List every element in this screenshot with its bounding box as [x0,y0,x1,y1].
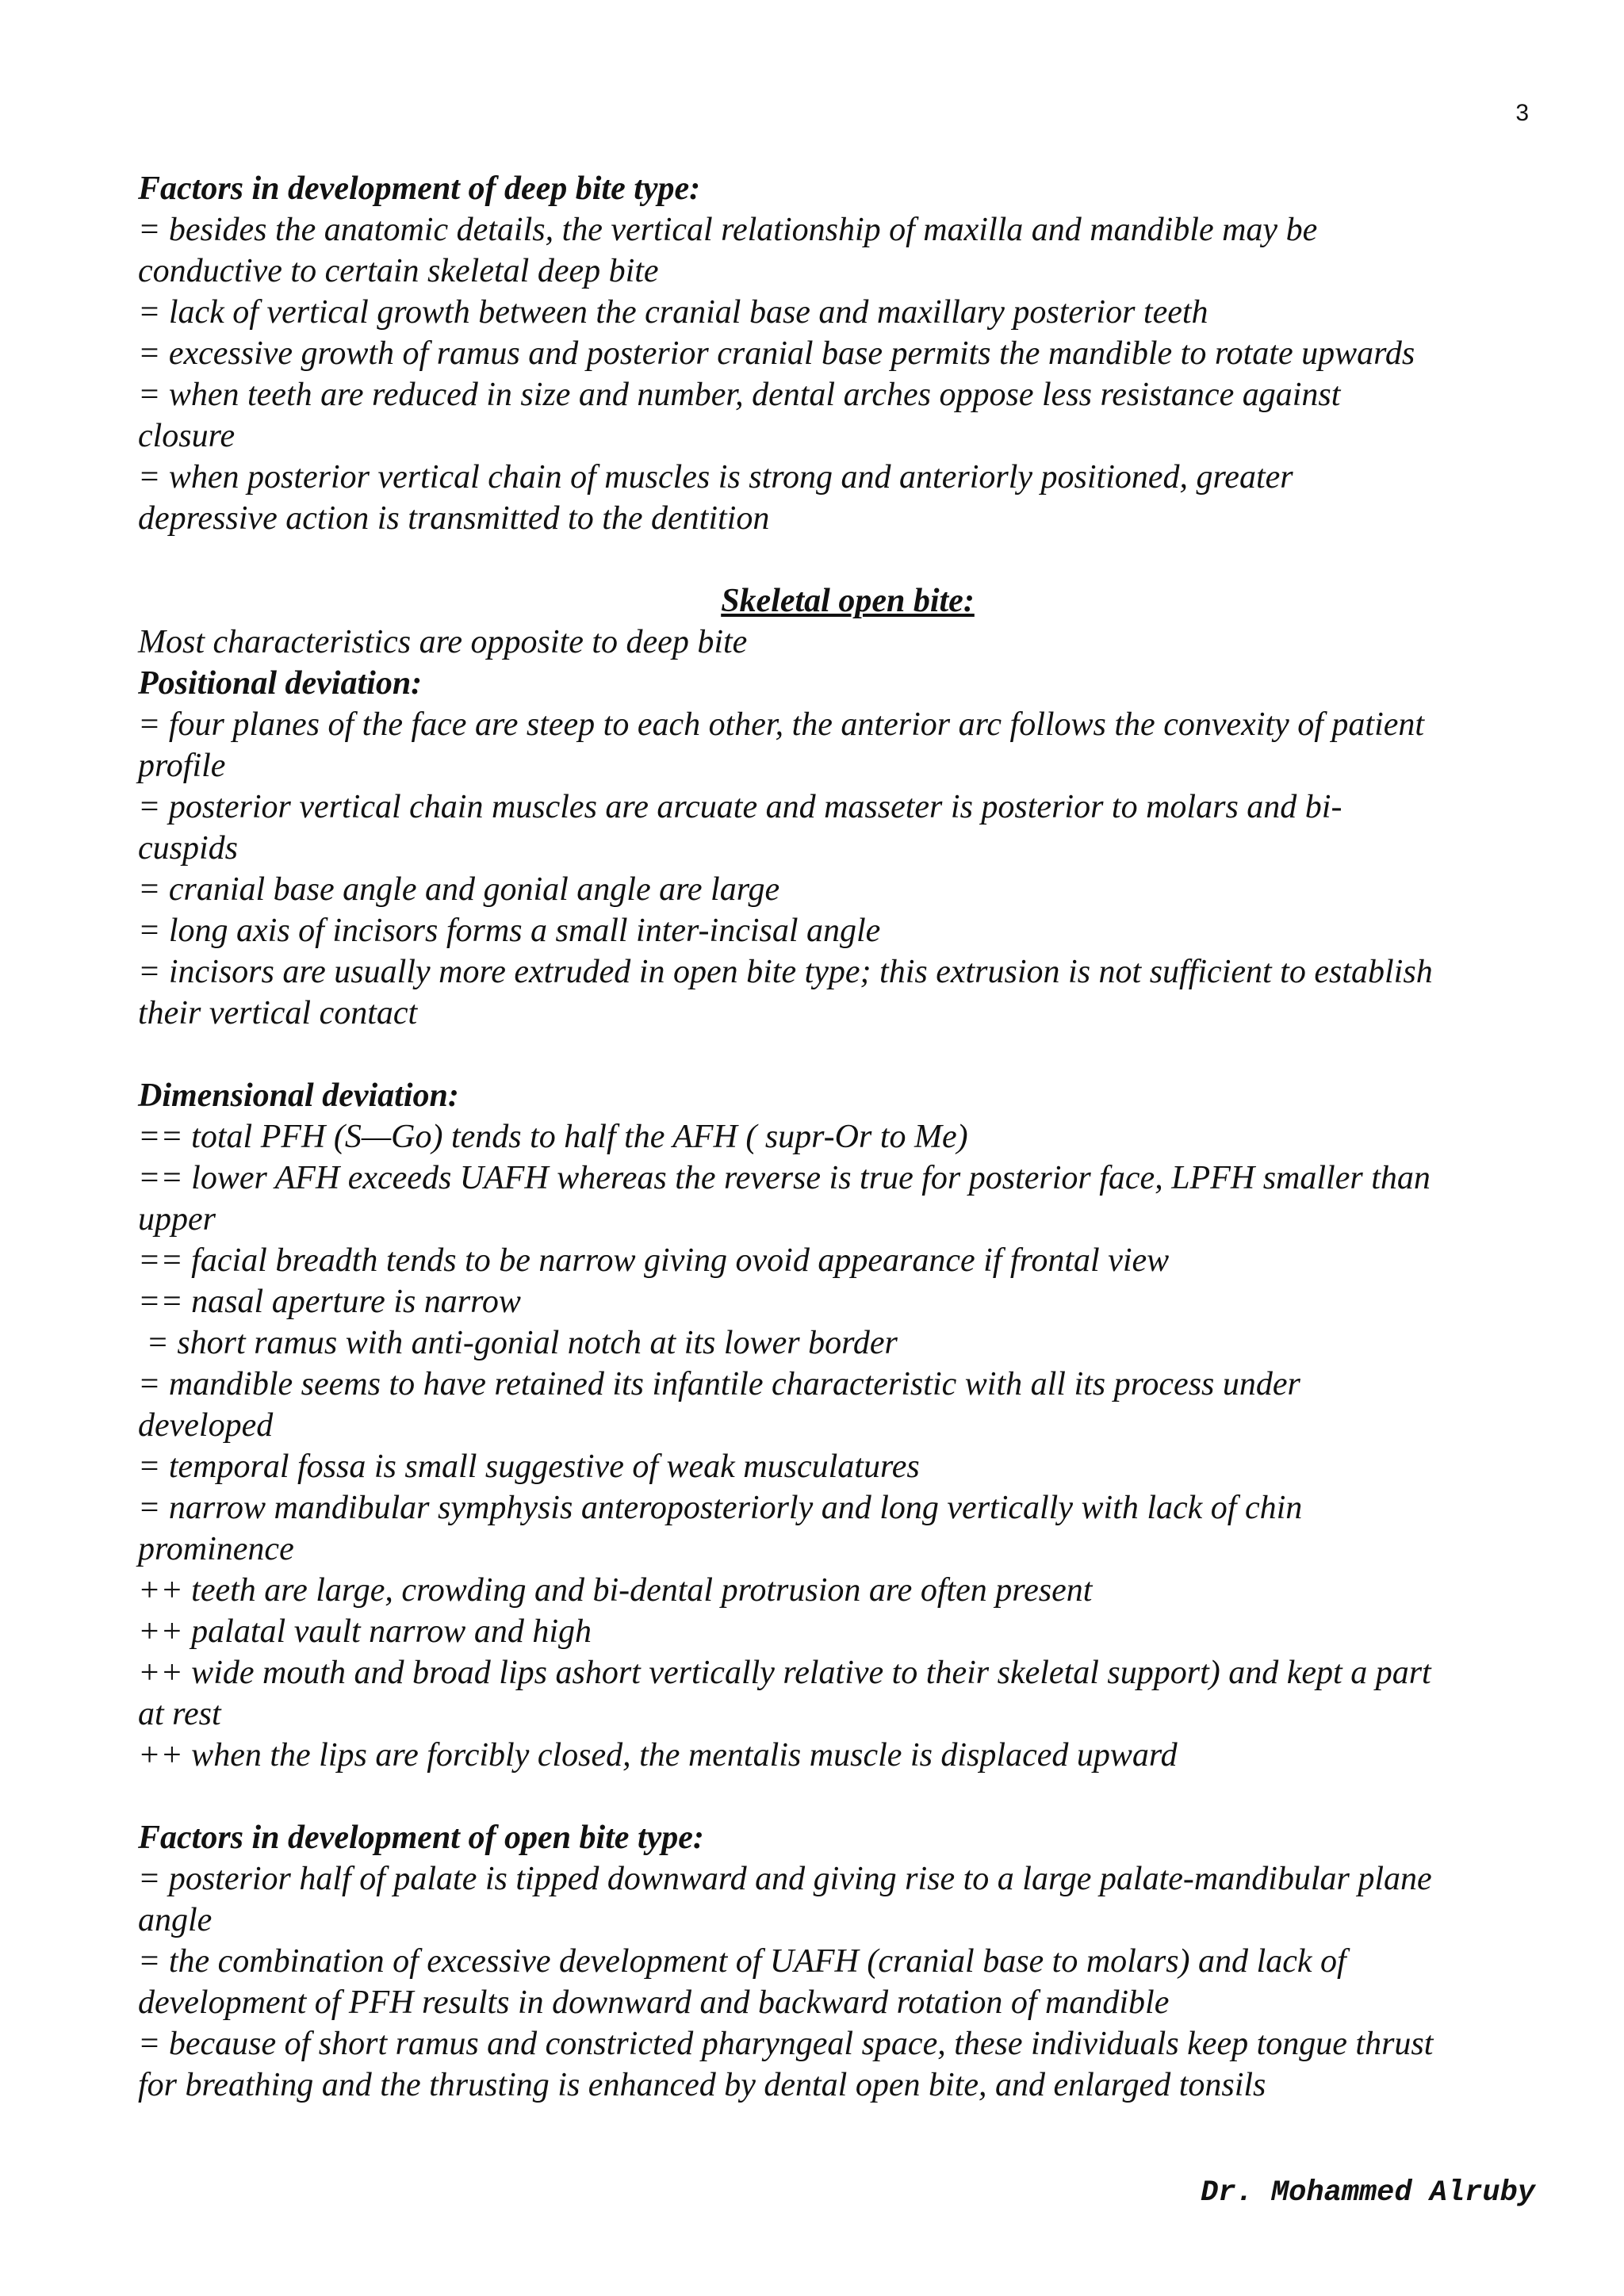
text-line: == total PFH (S—Go) tends to half the AFH ( supr-Or to Me) [138,1119,968,1155]
positional-deviation-heading: Positional deviation: [138,665,423,702]
open-bite-factors-heading: Factors in development of open bite type: [138,1820,704,1856]
text-line: = the combination of excessive development of UAFH (cranial base to molars) and lack of [138,1943,1346,1980]
text-line: conductive to certain skeletal deep bite [138,253,659,289]
text-line: = lack of vertical growth between the cranial base and maxillary posterior teeth [138,294,1208,331]
text-line: closure [138,418,236,454]
text-line: their vertical contact [138,995,418,1031]
page-number: 3 [1515,100,1529,126]
text-line: = mandible seems to have retained its infantile characteristic with all its process under [138,1366,1300,1402]
spacer [138,539,1557,580]
deep-bite-factors-heading: Factors in development of deep bite type: [138,170,701,207]
text-line: = when posterior vertical chain of muscles is strong and anteriorly positioned, greater [138,459,1293,496]
text-line: prominence [138,1531,294,1567]
text-line: = excessive growth of ramus and posterior cranial base permits the mandible to rotate upwards [138,335,1415,372]
text-line: = posterior vertical chain muscles are arcuate and masseter is posterior to molars and bi- [138,789,1342,825]
text-line: = because of short ramus and constricted pharyngeal space, these individuals keep tongue thrust [138,2026,1434,2062]
text-line: = long axis of incisors forms a small inter-incisal angle [138,913,881,949]
document-body [138,168,1557,2106]
text-line: == facial breadth tends to be narrow giving ovoid appearance if frontal view [138,1242,1170,1279]
text-line: = narrow mandibular symphysis anteroposteriorly and long vertically with lack of chin [138,1490,1303,1526]
text-line: development of PFH results in downward and backward rotation of mandible [138,1984,1170,2021]
text-line: = four planes of the face are steep to each other, the anterior arc follows the convexity of patient [138,706,1425,743]
text-line: ++ wide mouth and broad lips ashort vertically relative to their skeletal support) and kept a part [138,1655,1431,1691]
spacer [138,1034,1557,1075]
text-line: ++ palatal vault narrow and high [138,1613,592,1650]
dimensional-deviation-heading: Dimensional deviation: [138,1077,459,1114]
text-line: upper [138,1201,216,1238]
text-line: cuspids [138,830,238,867]
text-line: == nasal aperture is narrow [138,1284,521,1320]
text-line: = temporal fossa is small suggestive of weak musculatures [138,1448,920,1485]
text-line: for breathing and the thrusting is enhanced by dental open bite, and enlarged tonsils [138,2067,1266,2103]
text-line: = short ramus with anti-gonial notch at its lower border [138,1325,898,1361]
text-line: angle [138,1902,213,1938]
text-line: = incisors are usually more extruded in open bite type; this extrusion is not sufficient to establish [138,954,1433,990]
author-signature: Dr. Mohammed Alruby [1201,2176,1535,2210]
spacer [138,1776,1557,1817]
text-line: = when teeth are reduced in size and number, dental arches oppose less resistance against [138,377,1341,413]
text-line: = besides the anatomic details, the vertical relationship of maxilla and mandible may be [138,212,1318,248]
text-line: ++ teeth are large, crowding and bi-dental protrusion are often present [138,1572,1093,1609]
open-bite-intro: Most characteristics are opposite to deep bite [138,624,748,660]
text-line: profile [138,748,226,784]
text-line: ++ when the lips are forcibly closed, the mentalis muscle is displaced upward [138,1737,1178,1774]
text-line: developed [138,1407,274,1444]
text-line: = posterior half of palate is tipped downward and giving rise to a large palate-mandibular plane [138,1861,1432,1897]
open-bite-title: Skeletal open bite: [721,583,975,619]
text-line: == lower AFH exceeds UAFH whereas the reverse is true for posterior face, LPFH smaller than [138,1160,1431,1196]
text-line: at rest [138,1696,221,1732]
text-line: depressive action is transmitted to the dentition [138,500,770,537]
text-line: = cranial base angle and gonial angle are large [138,871,780,908]
